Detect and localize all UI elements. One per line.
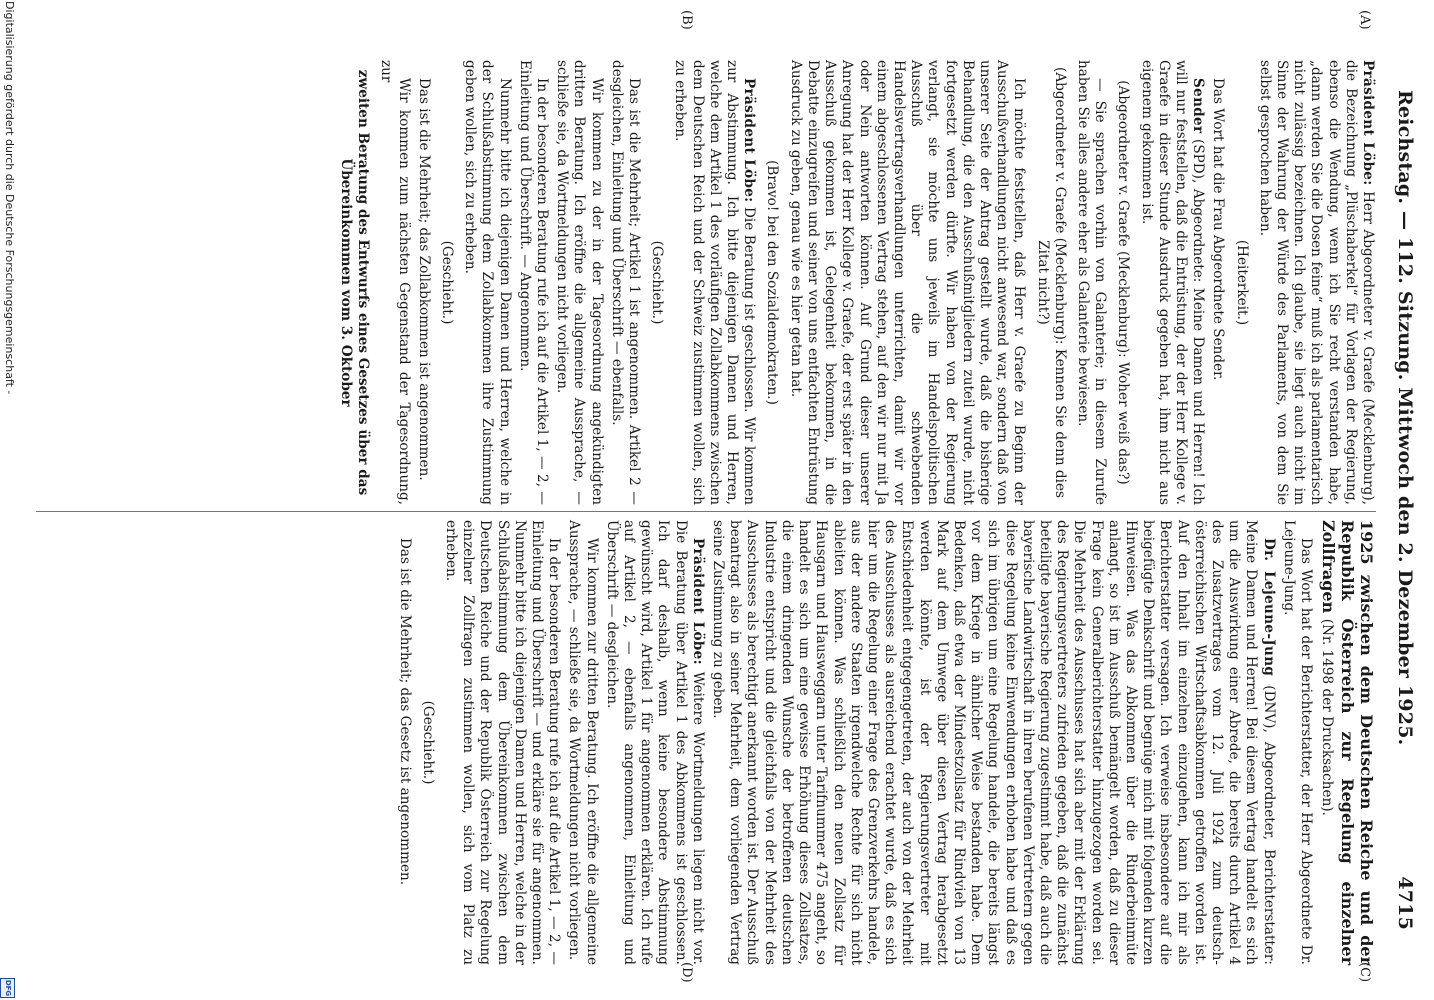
paragraph-text: Herr Abgeordneter v. Graefe (Mecklenburg), die Bezeichnung „Plüschaberkel“ für Vorlagen der Regierung, ebenso die Wendung, wenn ich Sie recht verstanden habe, „dann werden Sie die Dosen feine“ muß ich als parlamentarisch nicht zulässig bezeichnen. Ich glaube, sie liegt auch nicht im Sinne der Wahrung der Würde des Parlaments, von dem Sie selbst gesprochen haben. xyxy=(1256,60,1376,505)
header-running-title: Reichstag. — 112. Sitzung. Mittwoch den 2. Dezember 1925. xyxy=(1394,90,1416,746)
title-suffix: (Nr. 1498 der Drucksachen). xyxy=(1319,618,1335,816)
paragraph-text: (SPD), Abgeordnete: Meine Damen und Herren! Ich will nur feststellen, daß die Entrüstung, der der Herr Kollege v. Graefe in dieser Stunde Ausdruck gegeben hat, ihm nicht aus eigenem gekommen ist. xyxy=(1138,60,1207,505)
paragraph-text: Weitere Wortmeldungen liegen nicht vor. Die Beratung über Artikel 1 des Abkommens ist geschlossen. Ich darf deshalb, wenn keine besondere Abstimmung gewünscht wird, Artikel 1 für angenommen erklären. Ich rufe auf Artikel 2, — ebenfalls angenommen, Einleitung und Überschrift — desgleichen. xyxy=(603,520,706,965)
stage-direction: (Bravo! bei den Sozialdemokraten.) xyxy=(764,160,781,405)
right-column xyxy=(392,520,1376,965)
title-text: 1925 zwischen dem Deutschen Reiche und der Republik Österreich zur Regelung einzelner Zollfragen xyxy=(1319,520,1376,965)
paragraph: Wir kommen zu der in der Tagesordnung angekündigten dritten Beratung. Ich eröffne die allgemeine Aussprache, — schließe sie, da Wortmeldungen nicht vorliegen. xyxy=(554,60,605,505)
paragraph: Das ist die Mehrheit; das Zollabkommen ist angenommen. xyxy=(415,78,432,481)
left-column xyxy=(331,60,1376,505)
paragraph: Das Wort hat die Frau Abgeordnete Sender. xyxy=(1210,78,1227,381)
stage-direction: (Geschieht.) xyxy=(419,700,436,785)
stage-direction: (Heiterkeit.) xyxy=(1233,239,1250,326)
stage-direction: (Geschieht.) xyxy=(649,240,666,325)
margin-letter-a: (A) xyxy=(1357,10,1372,30)
agenda-item-title xyxy=(1317,520,1376,965)
paragraph xyxy=(709,520,1277,965)
paragraph xyxy=(603,520,706,965)
margin-letter-d: (D) xyxy=(679,962,694,983)
paragraph: Das ist die Mehrheit; Artikel 1 ist angenommen. Artikel 2 — desgleichen, Einleitung und Überschrift — ebenfalls. xyxy=(608,60,643,505)
speaker-name: Dr. Lejeune-Jung xyxy=(1260,538,1277,677)
stage-direction: (Geschieht.) xyxy=(439,240,456,325)
speaker-name: Präsident Löbe: xyxy=(689,538,706,665)
speaker-name: Sender xyxy=(1190,78,1207,134)
header-page-number: 4715 xyxy=(1394,876,1416,930)
paragraph: In der besonderen Beratung rufe ich auf die Artikel 1, — 2, — Einleitung und Überschrift. — Angenommen. xyxy=(516,60,551,505)
paragraph xyxy=(1256,60,1376,505)
dfg-logo-icon: DFG xyxy=(0,978,15,998)
paragraph xyxy=(1137,60,1206,505)
paragraph: Das ist die Mehrheit; das Gesetz ist angenommen. xyxy=(396,538,413,886)
paragraph: Ich möchte feststellen, daß Herr v. Graefe zu Beginn der Ausschußverhandlungen nicht anwesend war, sondern daß von unserer Seite der Antrag gestellt wurde, daß die bisherige Behandlung, die den Ausschußmitgliedern zuteil wurde, nicht fortgesetzt werden dürfte. Wir haben von der Regierung verlangt, sie möchte uns jeweils im Handelspolitischen Ausschuß über die schwebenden Handelsvertragsverhandlungen unterrichten, damit wir vor einem abgeschlossenen Vertrag stehen, auf den wir nur mit Ja oder Nein antworten können. Auf Grund dieser unserer Anregung hat der Herr Kollege v. Graefe, der erst später in den Ausschuß gekommen ist, Gelegenheit bekommen, in die Debatte einzugreifen und seiner von uns entfachten Entrüstung Ausdruck zu geben, genau wie es hier getan hat. xyxy=(787,60,1028,505)
column-divider xyxy=(36,511,1376,512)
paragraph: — Sie sprachen vorhin von Galanterie; in diesem Zurufe haben Sie alles andere eher als Galanterie bewiesen. xyxy=(1074,60,1109,505)
paragraph: Das Wort hat der Berichterstatter, der Herr Abgeordnete Dr. Lejeune-Jung. xyxy=(1280,520,1314,965)
digitization-footer xyxy=(0,0,16,1000)
speaker-name: Präsident Löbe: xyxy=(1360,60,1376,186)
paragraph: Nunmehr bitte ich diejenigen Damen und Herren, welche in der Schlußabstimmung dem Zollabkommen ihre Zustimmung geben wollen, sich zu erheben. xyxy=(462,60,513,505)
paragraph-text: Die Beratung ist geschlossen. Wir kommen zur Abstimmung. Ich bitte diejenigen Damen und Herren, welche dem Artikel 1 des vorläufigen Zollabkommens zwischen dem Deutschen Reich und der Schweiz zustimmen wollen, sich zu erheben. xyxy=(672,60,758,505)
paragraph: Wir kommen zum nächsten Gegenstand der Tagesordnung, zur xyxy=(378,60,412,505)
paragraph: In der besonderen Beratung rufe ich auf die Artikel 1, — 2, — Einleitung und Überschrift — und erkläre sie für angenommen. Nunmehr bitte ich diejenigen Damen und Herren, welche in der Schlußabstimmung dem Übereinkommen zwischen dem Deutschen Reiche und der Republik Österreich zur Regelung einzelner Zollfragen zustimmen wollen, sich vom Platz zu erheben. xyxy=(443,520,563,965)
interjection: (Abgeordneter v. Graefe (Mecklenburg): Woher weiß das?) xyxy=(1115,80,1132,485)
speaker-name: Präsident Löbe: xyxy=(741,78,758,203)
footer-credit: Digitalisierung gefördert durch die Deutsche Forschungsgemeinschaft - xyxy=(3,1,16,395)
page-header xyxy=(1384,90,1424,930)
agenda-item-heading: zweiten Beratung des Entwurfs eines Gesetzes über das Übereinkommen vom 3. Oktober xyxy=(338,69,372,496)
margin-letter-b: (B) xyxy=(679,10,694,30)
interjection: (Abgeordneter v. Graefe (Mecklenburg): Kennen Sie denn dies Zitat nicht?) xyxy=(1034,67,1068,498)
paragraph xyxy=(671,60,757,505)
margin-letter-c: (C) xyxy=(1357,962,1372,983)
paragraph: Wir kommen zur dritten Beratung. Ich eröffne die allgemeine Aussprache, — schließe sie, da Wortmeldungen nicht vorliegen. xyxy=(566,520,600,965)
paragraph-text: (DNV), Abgeordneter, Berichterstatter: Meine Damen und Herren! Bei diesem Vertrag handelt es sich um die Auswirkung einer Abrede, die bereits durch Artikel 4 des Zusatzvertrages vom 12. Juli 1924 zum deutsch-österreichischen Wirtschaftsabkommen getroffen worden ist. Auf den Inhalt im einzelnen einzugehen, kann ich mir als Berichterstatter versagen. Ich verweise insbesondere auf die beigefügte Denkschrift und begnüge mich mit folgenden kurzen Hinweisen. Was das Abkommen über die Rinderbeinmüte anlangt, so ist im Ausschuß bemängelt worden, daß zu dieser Frage kein Generalberichterstatter hinzugezogen worden sei. Die Mehrheit des Ausschusses hat sich aber mit der Erklärung des Regierungsvertreters zufrieden gegeben, daß die zunächst beteiligte bayerische Regierung zugestimmt habe, daß auch die bayerische Landwirtschaft in ihren berufenen Vertretern gegen diese Regelung keine Einwendungen erhoben habe und daß es sich im übrigen um eine Regelung handele, die bereits längst vor dem Kriege in ähnlicher Weise bestanden habe. Dem Bedenken, daß etwa der Mindestzollsatz für Rindvieh von 13 Mark auf dem Umwege über diesen Vertrag herabgesetzt werden könnte, ist der Regierungsvertreter mit Entschiedenheit entgegengetreten, der auch von der Mehrheit des Ausschusses als ausreichend erachtet wurde, daß es sich hier um die Regelung einer Frage des Grenzverkehrs handele, aus der andere Staaten irgendwelche Rechte für sich nicht ableiten können. Was schließlich den neuen Zollsatz für Hausgarn und Hausweggarn unter Tarifnummer 475 angeht, so handelt es sich um eine gewisse Erhöhung dieses Zollsatzes, die einem dringenden Wunsche der betroffenen deutschen Industrie entspricht und die gleichfalls von der Mehrheit des Ausschusses als berechtigt anerkannt worden ist. Der Ausschuß beantragt also in seiner Mehrheit, dem vorliegenden Vertrag seine Zustimmung zu geben. xyxy=(710,520,1277,965)
